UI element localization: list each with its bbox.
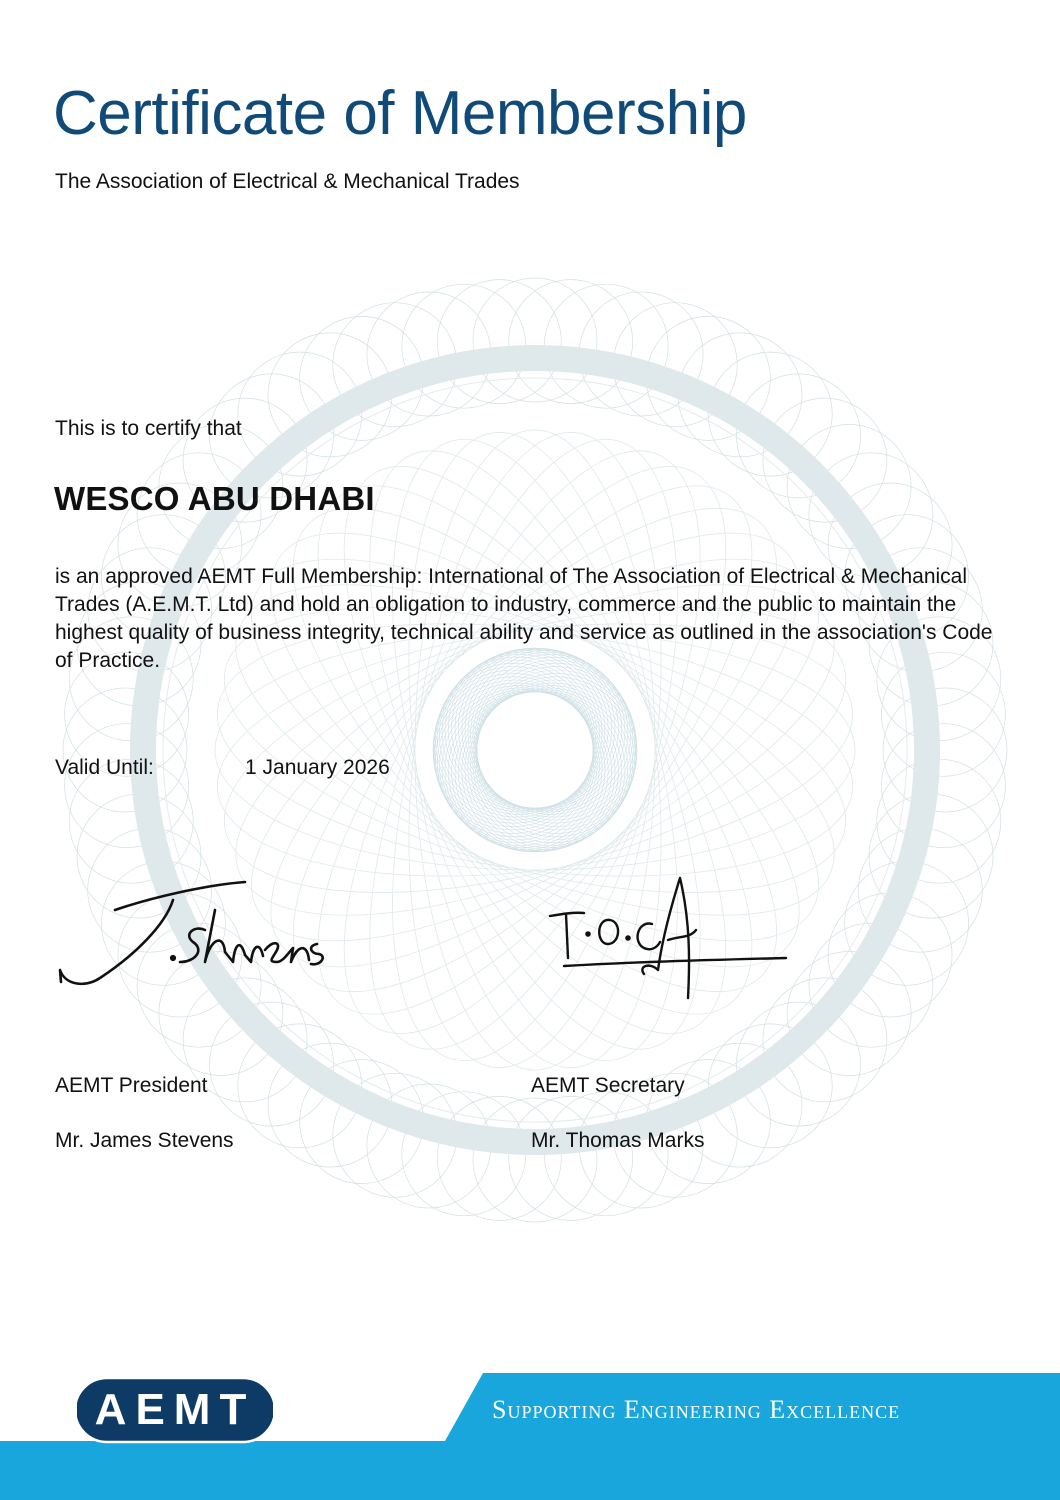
president-role: AEMT President <box>55 1074 208 1097</box>
secretary-signature <box>540 870 800 1005</box>
president-signature <box>55 870 345 1000</box>
guilloche-seal-watermark <box>30 245 1040 1255</box>
aemt-logo-text: AEMT <box>94 1385 256 1434</box>
membership-statement: is an approved AEMT Full Membership: International of The Association of Electrical & Mechanical Trades (A.E.M.T. Ltd) and hold an obligation to industry, commerce and the public to maintain the highest quality of business integrity, technical ability and service as outlined in the association's Code of Practice. <box>55 565 993 672</box>
association-subtitle: The Association of Electrical & Mechanical Trades <box>55 170 520 193</box>
member-name: WESCO ABU DHABI <box>54 480 375 517</box>
certificate-title: Certificate of Membership <box>53 79 747 148</box>
secretary-name: Mr. Thomas Marks <box>531 1129 705 1152</box>
president-name: Mr. James Stevens <box>55 1129 234 1152</box>
valid-until-date: 1 January 2026 <box>245 756 390 779</box>
valid-until-label: Valid Until: <box>55 756 154 779</box>
certify-intro: This is to certify that <box>55 417 242 440</box>
secretary-role: AEMT Secretary <box>531 1074 685 1097</box>
footer-slogan: Supporting Engineering Excellence <box>492 1395 901 1424</box>
